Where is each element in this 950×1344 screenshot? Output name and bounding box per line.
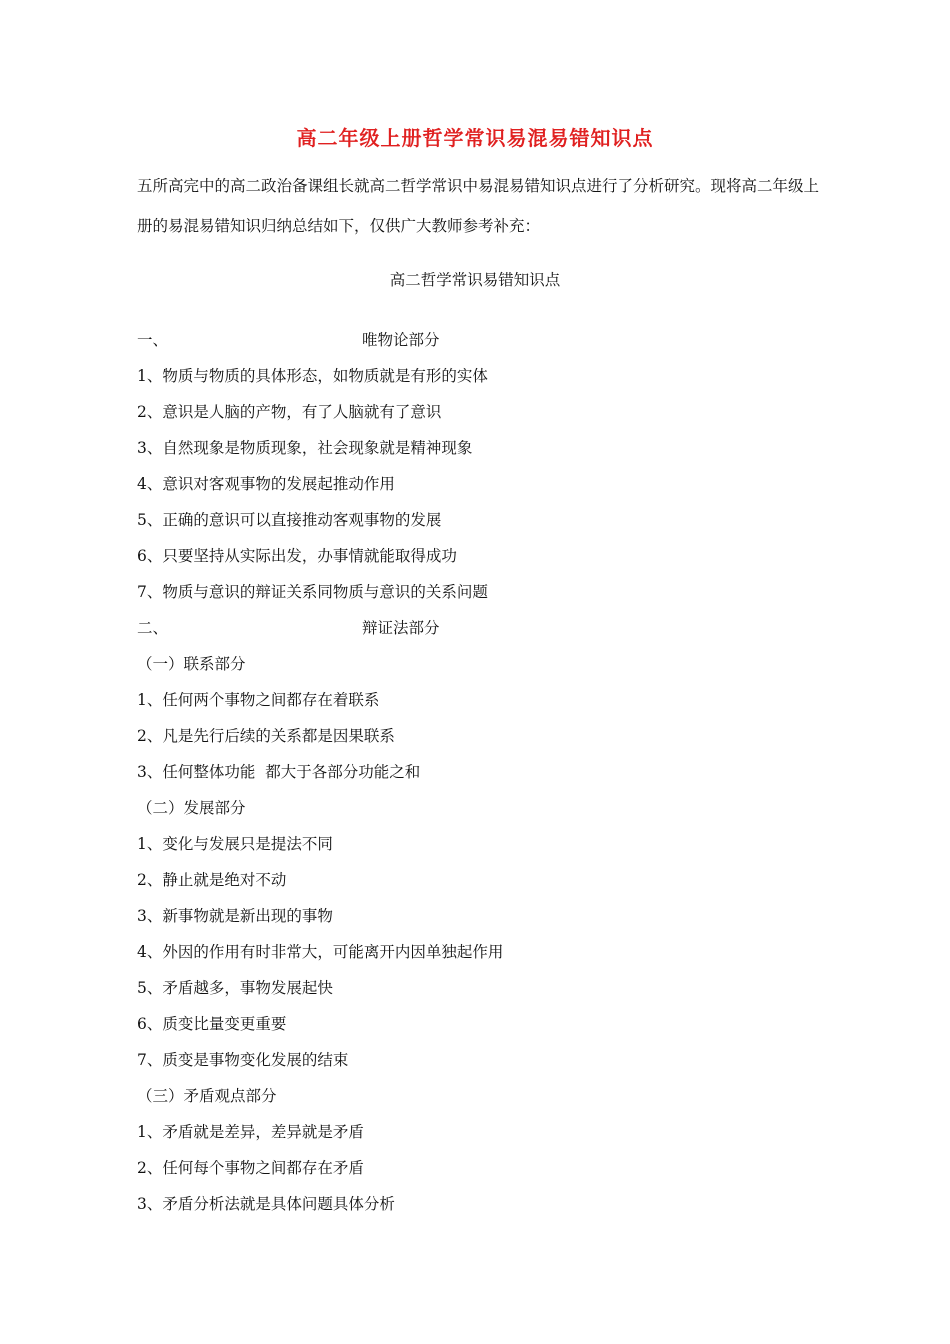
section-label: 辩证法部分 [362,619,440,637]
list-item: 1、物质与物质的具体形态，如物质就是有形的实体 [137,367,488,385]
list-item: 1、任何两个事物之间都存在着联系 [137,691,380,709]
list-item: 6、只要坚持从实际出发，办事情就能取得成功 [137,547,457,565]
intro-paragraph: 五所高完中的高二政治备课组长就高二哲学常识中易混易错知识点进行了分析研究。现将高二年级上册的易混易错知识归纳总结如下，仅供广大教师参考补充： [137,177,820,235]
list-item: 1、变化与发展只是提法不同 [137,835,333,853]
subsection-heading-connection: （一）联系部分 [137,655,246,673]
section-number: 一、 [137,331,169,349]
section-label: 唯物论部分 [362,331,440,349]
list-item: 3、自然现象是物质现象，社会现象就是精神现象 [137,439,473,457]
list-item: 3、矛盾分析法就是具体问题具体分析 [137,1195,395,1213]
section-subtitle: 高二哲学常识易错知识点 [389,271,561,289]
subsection-heading-contradiction: （三）矛盾观点部分 [137,1087,277,1105]
list-item: 5、正确的意识可以直接推动客观事物的发展 [137,511,442,529]
list-item: 7、物质与意识的辩证关系同物质与意识的关系问题 [137,583,488,601]
list-item: 5、矛盾越多，事物发展起快 [137,979,333,997]
list-item: 4、外因的作用有时非常大，可能离开内因单独起作用 [137,943,504,961]
list-item: 3、任何整体功能 都大于各部分功能之和 [137,763,421,781]
list-item: 2、任何每个事物之间都存在矛盾 [137,1159,364,1177]
list-item: 3、新事物就是新出现的事物 [137,907,333,925]
list-item: 6、质变比量变更重要 [137,1015,287,1033]
list-item: 2、意识是人脑的产物，有了人脑就有了意识 [137,403,442,421]
list-item: 2、凡是先行后续的关系都是因果联系 [137,727,395,745]
section-number: 二、 [137,619,169,637]
subsection-heading-development: （二）发展部分 [137,799,246,817]
list-item: 4、意识对客观事物的发展起推动作用 [137,475,395,493]
list-item: 1、矛盾就是差异，差异就是矛盾 [137,1123,364,1141]
content-body [137,322,827,1222]
document-title: 高二年级上册哲学常识易混易错知识点 [296,126,654,150]
list-item: 2、静止就是绝对不动 [137,871,287,889]
list-item: 7、质变是事物变化发展的结束 [137,1051,349,1069]
section-heading-dialectics [137,610,827,646]
section-heading-materialism [137,322,827,358]
